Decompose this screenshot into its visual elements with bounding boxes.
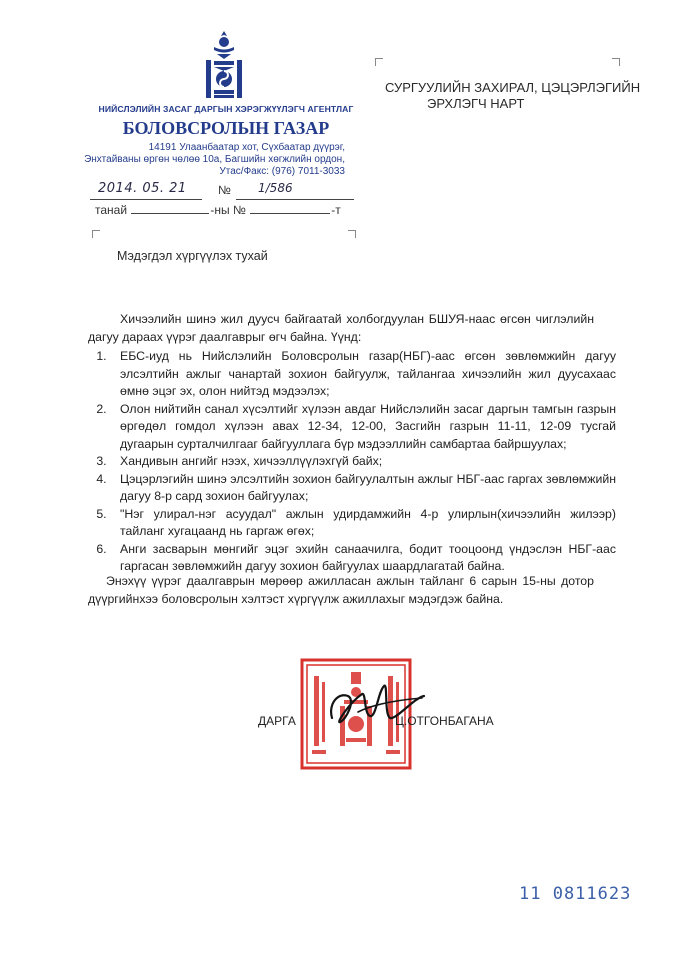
reference-mid: -ны № — [210, 203, 246, 217]
handwritten-signature — [318, 674, 428, 734]
list-item: 4. Цэцэрлэгийн шинэ элсэлтийн зохион байгуулалтын ажлыг НБГ-аас гаргах зөвлөмжийн дагуу 8-р сард зохион байгуулах; — [110, 471, 616, 506]
letter-number: 1/586 — [258, 181, 293, 195]
address-line: 14191 Улаанбаатар хот, Сүхбаатар дүүрэг, — [148, 142, 345, 153]
signatory-title: ДАРГА — [258, 714, 296, 728]
address-line: Энхтайваны өргөн чөлөө 10а, Багшийн хөгжлийн ордон, — [84, 154, 345, 165]
corner-mark — [348, 230, 356, 238]
reference-suffix: -т — [331, 203, 341, 217]
addressee-line: СУРГУУЛИЙН ЗАХИРАЛ, ЦЭЦЭРЛЭГИЙН — [385, 80, 641, 95]
body-closing: Энэхүү үүрэг даалгаврын мөрөөр ажилласан ажлын тайланг 6 сарын 15-ны дотор дүүргийнхээ боловсролын хэлтэст хүргүүлж ажиллахыг мэдэгдэж байна. — [88, 574, 594, 606]
date-number-line — [88, 183, 356, 203]
reference-prefix: танай — [95, 203, 128, 217]
corner-mark — [375, 58, 383, 66]
list-item: 3. Хандивын ангийг нээх, хичээллүүлэхгүй байх; — [110, 453, 616, 471]
list-item: 2. Олон нийтийн санал хүсэлтийг хүлээн авдаг Нийслэлийн засаг даргын тамгын газрын өргөдөл гомдол хүлээн авах 12-34, 12-00, Засгийн газрын 11-11, 12-09 тусгай дугаарын сурталчилгааг байгууллага бүр мэдээллийн самбартаа байршуулах; — [110, 401, 616, 454]
soyombo-emblem-icon — [200, 30, 248, 100]
phone-fax-line: Утас/Факс: (976) 7011-3033 — [219, 166, 345, 177]
letter-date: 2014. 05. 21 — [98, 181, 187, 196]
list-item: 1. ЕБС-иуд нь Нийслэлийн Боловсролын газар(НБГ)-аас өгсөн зөвлөмжийн дагуу элсэлтийн ажлыг чанартай зохион байгуулж, тайлангаа хичээлийн жил дуусахаас өмнө эцэг эх, олон нийтэд мэдээлэх; — [110, 348, 616, 401]
corner-mark — [92, 230, 100, 238]
body-intro: Хичээлийн шинэ жил дуусч байгаатай холбогдуулан БШУЯ-наас өгсөн чиглэлийн дагуу дараах үүрэг даалгаврыг өгч байна. Үүнд: — [88, 312, 594, 344]
letter-subject: Мэдэгдэл хүргүүлэх тухай — [117, 249, 268, 263]
serial-number: 11 0811623 — [519, 884, 632, 904]
number-sign: № — [218, 183, 231, 197]
agency-name: БОЛОВСРОЛЫН ГАЗАР — [122, 118, 330, 138]
agency-line: НИЙСЛЭЛИЙН ЗАСАГ ДАРГЫН ХЭРЭГЖҮҮЛЭГЧ АГЕНТЛАГ — [98, 104, 354, 114]
reference-line — [95, 203, 341, 217]
list-item: 6. Анги засварын мөнгийг эцэг эхийн санаачилга, бодит тооцоонд үндэслэн НБГ-аас гаргасан зөвлөмжийн дагуу зохион байгуулах шаардлагатай байна. — [110, 541, 616, 576]
signatory-name: Ц.ОТГОНБАГАНА — [395, 714, 494, 728]
list-item: 5. "Нэг улирал-нэг асуудал" ажлын удирдамжийн 4-р улирлын(хичээлийн жилээр) тайланг хугацаанд нь гаргаж өгөх; — [110, 506, 616, 541]
corner-mark — [612, 58, 620, 66]
addressee-line: ЭРХЛЭГЧ НАРТ — [427, 96, 525, 111]
addressee-block — [385, 80, 640, 112]
instruction-list — [88, 348, 616, 576]
